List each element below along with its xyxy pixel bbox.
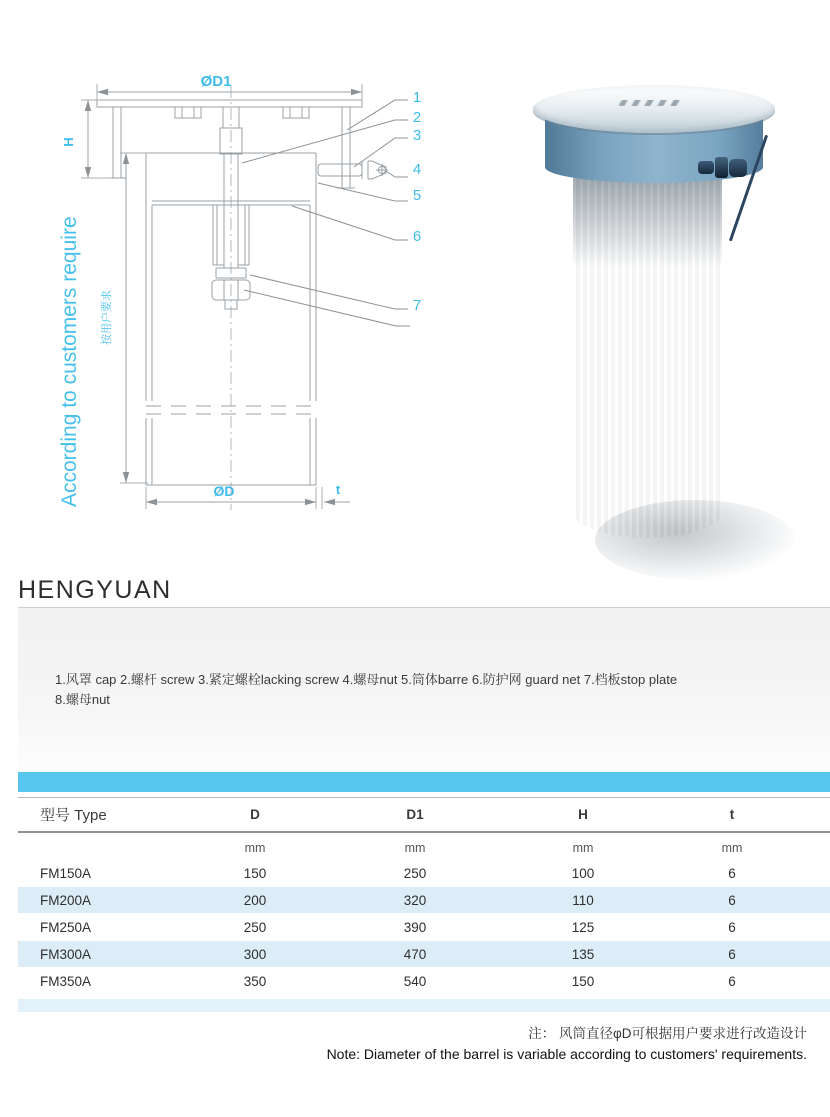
table-header-row [18,797,830,833]
footer-note [327,1024,807,1065]
cell-type: FM350A [40,973,92,989]
vertical-note-zh: 按用户要求 [101,290,113,345]
dim-label-h: H [61,137,76,147]
cell-d1: 250 [403,865,427,881]
header-t: t [729,807,735,822]
footer-note-en: Note: Diameter of the barrel is variable according to customers' requirements. [326,1046,807,1063]
unit-t: mm [721,841,743,855]
cell-d: 200 [243,892,267,908]
header-h: H [578,807,588,822]
cell-d1: 470 [403,946,427,962]
cell-h: 100 [571,865,595,881]
callout-1: 1 [412,89,422,106]
cell-d1: 540 [403,973,427,989]
table-footer-band [18,999,830,1012]
cell-d: 300 [243,946,267,962]
cell-type: FM300A [40,946,92,962]
dim-label-d1: ØD1 [200,73,232,90]
parts-list [55,670,745,710]
header-type: 型号 Type [40,807,107,824]
cell-type: FM200A [40,892,92,908]
cell-t: 6 [728,892,736,908]
cap-top-disc [533,85,775,133]
callout-2: 2 [412,109,422,126]
cell-d1: 320 [403,892,427,908]
cell-d: 150 [243,865,267,881]
table-row [18,968,830,995]
callout-4: 4 [412,161,422,178]
cell-type: FM150A [40,865,92,881]
side-bolt [698,152,768,182]
unit-d1: mm [404,841,426,855]
table-units-row [18,836,830,860]
table-row [18,887,830,914]
footer-note-zh: 注： 风筒直径φD可根据用户要求进行改造设计 [528,1026,807,1041]
spec-table [18,797,830,1012]
parts-list-line2: 8.螺母nut [55,692,110,708]
cell-d: 350 [243,973,267,989]
cell-d: 250 [243,919,267,935]
bolt-segment [729,159,747,177]
cap-logo-mark [618,100,681,106]
barrel-body [573,178,722,538]
dim-label-d: ØD [213,483,235,499]
parts-list-line1: 1.风罩 cap 2.螺杆 screw 3.紧定螺栓lacking screw 4.螺母nut 5.筒体barre 6.防护网 guard net 7.档板stop plate [55,672,678,687]
technical-drawing [20,30,465,575]
cell-t: 6 [728,919,736,935]
header-d1: D1 [406,807,424,822]
header-d: D [250,807,260,822]
cell-d1: 390 [403,919,427,935]
cell-type: FM250A [40,919,92,935]
cell-t: 6 [728,865,736,881]
callout-7: 7 [412,297,422,314]
parts-panel [18,607,830,773]
table-row [18,860,830,887]
cell-h: 110 [572,892,594,908]
callout-3: 3 [412,127,422,144]
table-row [18,914,830,941]
vertical-note-en: According to customers require [58,216,81,507]
unit-d: mm [244,841,266,855]
callout-6: 6 [412,228,422,245]
table-accent-band [18,772,830,792]
dim-label-t: t [335,482,341,497]
bolt-segment [698,161,714,174]
cell-h: 150 [571,973,595,989]
callout-5: 5 [412,187,422,204]
brand-title: HENGYUAN [18,576,172,604]
table-row [18,941,830,968]
product-photo [470,70,820,565]
unit-h: mm [572,841,594,855]
cell-t: 6 [728,946,736,962]
cell-h: 125 [571,919,595,935]
cell-h: 135 [571,946,595,962]
bolt-segment [715,157,728,178]
cell-t: 6 [728,973,736,989]
